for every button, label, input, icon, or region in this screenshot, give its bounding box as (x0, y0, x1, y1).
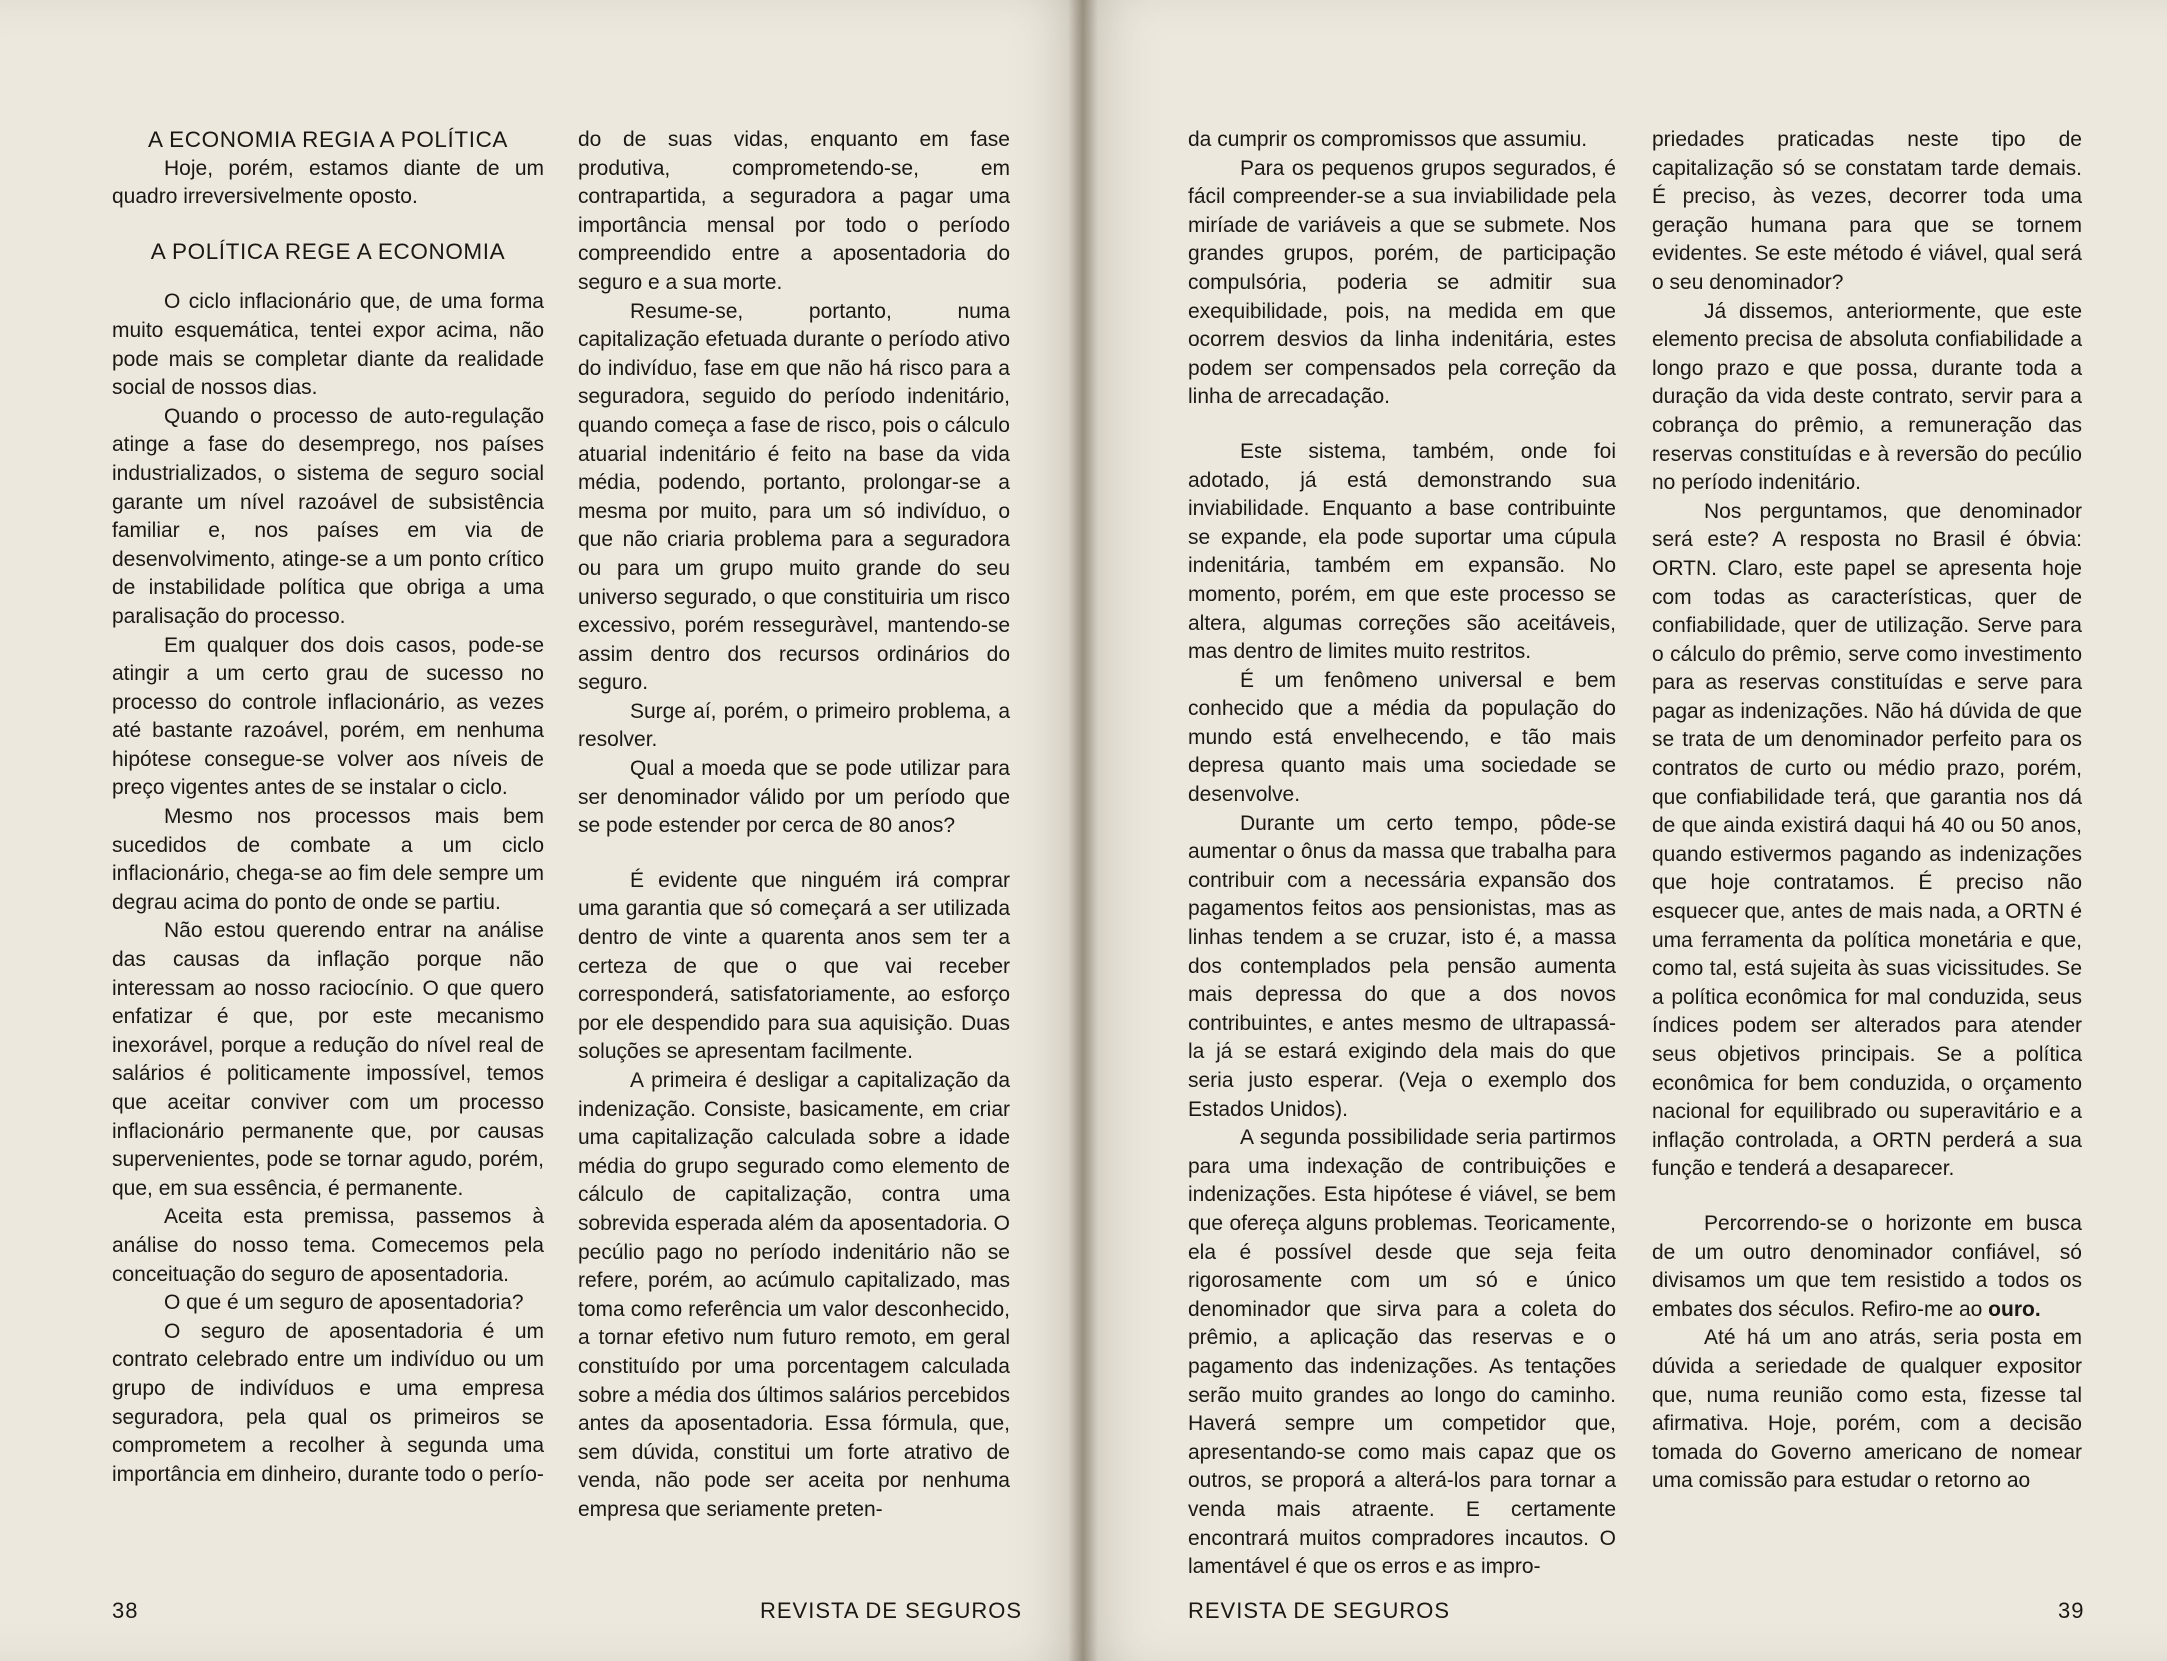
paragraph: Qual a moeda que se pode utilizar para ser denominador válido por um período que se pode estender por cerca de 80 anos? (578, 757, 1010, 838)
page-number: 38 (112, 1598, 139, 1623)
paragraph: É um fenômeno universal e bem conhecido que a média da população do mundo está envelhecendo, e tão mais depresa quanto mais uma sociedade se desenvolve. (1188, 668, 1616, 807)
running-title: REVISTA DE SEGUROS (1188, 1598, 1451, 1623)
paragraph: Hoje, porém, estamos diante de um quadro irreversivelmente oposto. (112, 156, 544, 209)
paragraph: O que é um seguro de aposentadoria? (164, 1291, 524, 1315)
page-number: 39 (2058, 1598, 2085, 1623)
paragraph: Mesmo nos processos mais bem sucedidos de combate a um ciclo inflacionário, chega-se ao fim dele sempre um degrau acima do ponto de onde se partiu. (112, 805, 544, 914)
paragraph (1652, 1210, 2082, 1324)
paragraph: Nos perguntamos, que denominador será este? A resposta no Brasil é óbvia: ORTN. Claro, este papel se apresenta hoje com todas as características, quer de confiabilidade, quer de utilização. Serve para o cálculo do prêmio, serve como investimento para as reservas constituídas e serve para pagar as indenizações. Não há dúvida de que se trata de um denominador perfeito para os contratos de curto ou médio prazo, porém, que confiabilidade terá, que garantia nos dá de que ainda existirá daqui há 40 ou 50 anos, quando estivermos pagando as indenizações que hoje contratamos. É preciso não esquecer que, antes de mais nada, a ORTN é uma ferramenta da política monetária e que, como tal, está sujeita às suas vicissitudes. Se a política econômica for mal conduzida, seus índices podem ser alterados para atender seus objetivos principais. Se a política econômica for bem conduzida, o orçamento nacional for equilibrado ou superavitário e a inflação controlada, a ORTN perderá a sua função e tenderá a desaparecer. (1652, 499, 2082, 1181)
section-heading: A ECONOMIA REGIA A POLÍTICA (147, 127, 509, 152)
paragraph: Resume-se, portanto, numa capitalização efetuada durante o período ativo do indivíduo, fase em que não há risco para a seguradora, seguido do período indenitário, quando começa a fase de risco, pois o cálculo atuarial indenitário é feito na base da vida média, podendo, portanto, prolongar-se a mesma por muito, para um só indivíduo, o que não criaria problema para a seguradora ou para um grupo muito grande do seu universo segurado, o que constituiria um risco excessivo, porém resseguràvel, mantendo-se assim dentro dos recursos ordinários do seguro. (578, 299, 1010, 695)
paragraph: Aceita esta premissa, passemos à análise do nosso tema. Comecemos pela conceituação do seguro de aposentadoria. (112, 1205, 544, 1286)
paragraph: Em qualquer dos dois casos, pode-se atingir a um certo grau de sucesso no processo do controle inflacionário, as vezes até bastante razoável, porém, em nenhuma hipótese consegue-se volver aos níveis de preço vigentes antes de se instalar o ciclo. (112, 633, 544, 800)
emphasis: ouro. (1988, 1297, 2041, 1321)
paragraph: Até há um ano atrás, seria posta em dúvida a seriedade de qualquer expositor que, numa reunião como esta, fizesse tal afirmativa. Hoje, porém, com a decisão tomada do Governo americano de nomear uma comissão para estudar o retorno ao (1652, 1326, 2082, 1493)
paragraph: O seguro de aposentadoria é um contrato celebrado entre um indivíduo ou um grupo de indivíduos e uma empresa seguradora, pela qual os primeiros se comprometem a recolher à segunda uma importância em dinheiro, durante todo o perío- (112, 1319, 544, 1486)
paragraph: A segunda possibilidade seria partirmos para uma indexação de contribuições e indenizações. Esta hipótese é viável, se bem que ofereça alguns problemas. Teoricamente, ela é possível desde que seja feita rigorosamente com um só e único denominador que sirva para a coleta do prêmio, a aplicação das reservas e o pagamento das indenizações. As tentações serão muito grandes ao longo do caminho. Haverá sempre um competidor que, apresentando-se como mais capaz que os outros, se proporá a alterá-los para tornar a venda mais atraente. E certamente encontrará muitos compradores incautos. O lamentável é que os erros e as impro- (1188, 1126, 1616, 1579)
paragraph: Este sistema, também, onde foi adotado, já está demonstrando sua inviabilidade. Enquanto a base contribuinte se expande, ela pode suportar uma cúpula indenitária, também em expansão. No momento, porém, em que este processo se altera, algumas correções são aceitáveis, mas dentro de limites muito restritos. (1188, 439, 1616, 664)
section-heading: A POLÍTICA REGE A ECONOMIA (150, 238, 506, 264)
paragraph: Já dissemos, anteriormente, que este elemento precisa de absoluta confiabilidade a longo prazo e que possa, durante toda a duração da vida deste contrato, servir para a cobrança do prêmio, a remuneração das reservas constituídas e à reversão do pecúlio no período indenitário. (1652, 299, 2082, 495)
paragraph-text: Percorrendo-se o horizonte em busca de um outro denominador confiável, só divisamos um que tem resistido a todos os embates dos séculos. Refiro-me ao (1652, 1211, 2082, 1321)
paragraph: da cumprir os compromissos que assumiu. (1188, 128, 1588, 151)
paragraph: do de suas vidas, enquanto em fase produtiva, comprometendo-se, em contrapartida, a seguradora a pagar uma importância mensal por todo o período compreendido entre a aposentadoria do seguro e a sua morte. (578, 128, 1010, 294)
book-gutter (1068, 0, 1098, 1661)
paragraph: A primeira é desligar a capitalização da indenização. Consiste, basicamente, em criar uma capitalização calculada sobre a idade média do grupo segurado como elemento de cálculo de capitalização, contra uma sobrevida esperada além da aposentadoria. O pecúlio pago no período indenitário não se refere, porém, ao acúmulo capitalizado, mas toma como referência um valor desconhecido, a tornar efetivo num futuro remoto, em geral constituído por uma porcentagem calculada sobre a média dos últimos salários percebidos antes da aposentadoria. Essa fórmula, que, sem dúvida, constitui um forte atrativo de venda, não pode ser aceita por nenhuma empresa que seriamente preten- (578, 1069, 1010, 1521)
paragraph: É evidente que ninguém irá comprar uma garantia que só começará a ser utilizada dentro de vinte a quarenta anos sem ter a certeza de que o que vai receber corresponderá, satisfatoriamente, ao esforço por ele despendido para sua aquisição. Duas soluções se apresentam facilmente. (578, 868, 1010, 1064)
right-page-column-2 (1652, 126, 2082, 1496)
left-page (0, 0, 1083, 1661)
paragraph: Surge aí, porém, o primeiro problema, a resolver. (578, 699, 1010, 752)
paragraph: Não estou querendo entrar na análise das causas da inflação porque não interessam ao nosso raciocínio. O que quero enfatizar é que, por este mecanismo inexorável, porque a redução do nível real de salários é politicamente impossível, temos que aceitar conviver com um processo inflacionário permanente que, por causas supervenientes, pode se tornar agudo, porém, que, em sua essência, é permanente. (112, 919, 544, 1200)
paragraph: Durante um certo tempo, pôde-se aumentar o ônus da massa que trabalha para contribuir com a necessária expansão dos pagamentos feitos aos pensionistas, mas as linhas tendem a se cruzar, isto é, a massa dos contemplados pela pensão aumenta mais depressa do que a dos novos contribuintes, e antes mesmo de ultrapassá-la já se estará exigindo dela mais do que seria justo esperar. (Veja o exemplo dos Estados Unidos). (1188, 811, 1616, 1121)
paragraph: Para os pequenos grupos segurados, é fácil compreender-se a sua inviabilidade pela miríade de variáveis a que se submete. Nos grandes grupos, porém, de participação compulsória, poderia se admitir sua exequibilidade, pois, na medida em que ocorrem desvios da linha indenitária, estes podem ser compensados pela correção da linha de arrecadação. (1188, 156, 1616, 409)
running-title: REVISTA DE SEGUROS (760, 1598, 1023, 1623)
paragraph: O ciclo inflacionário que, de uma forma muito esquemática, tentei expor acima, não pode mais se completar diante da realidade social de nossos dias. (112, 290, 544, 400)
left-page-column-1 (112, 126, 544, 1489)
right-page-column-1 (1188, 126, 1616, 1582)
paragraph: priedades praticadas neste tipo de capitalização só se constatam tarde demais. É preciso, às vezes, decorrer toda uma geração humana para que se tornem evidentes. Se este método é viável, qual será o seu denominador? (1652, 128, 2082, 294)
left-page-column-2 (578, 126, 1010, 1525)
paragraph: Quando o processo de auto-regulação atinge a fase do desemprego, nos países industrializados, o sistema de seguro social garante um nível razoável de subsistência familiar e, nos países em via de desenvolvimento, atinge-se a um ponto crítico de instabilidade política que obriga a uma paralisação do processo. (112, 404, 544, 628)
